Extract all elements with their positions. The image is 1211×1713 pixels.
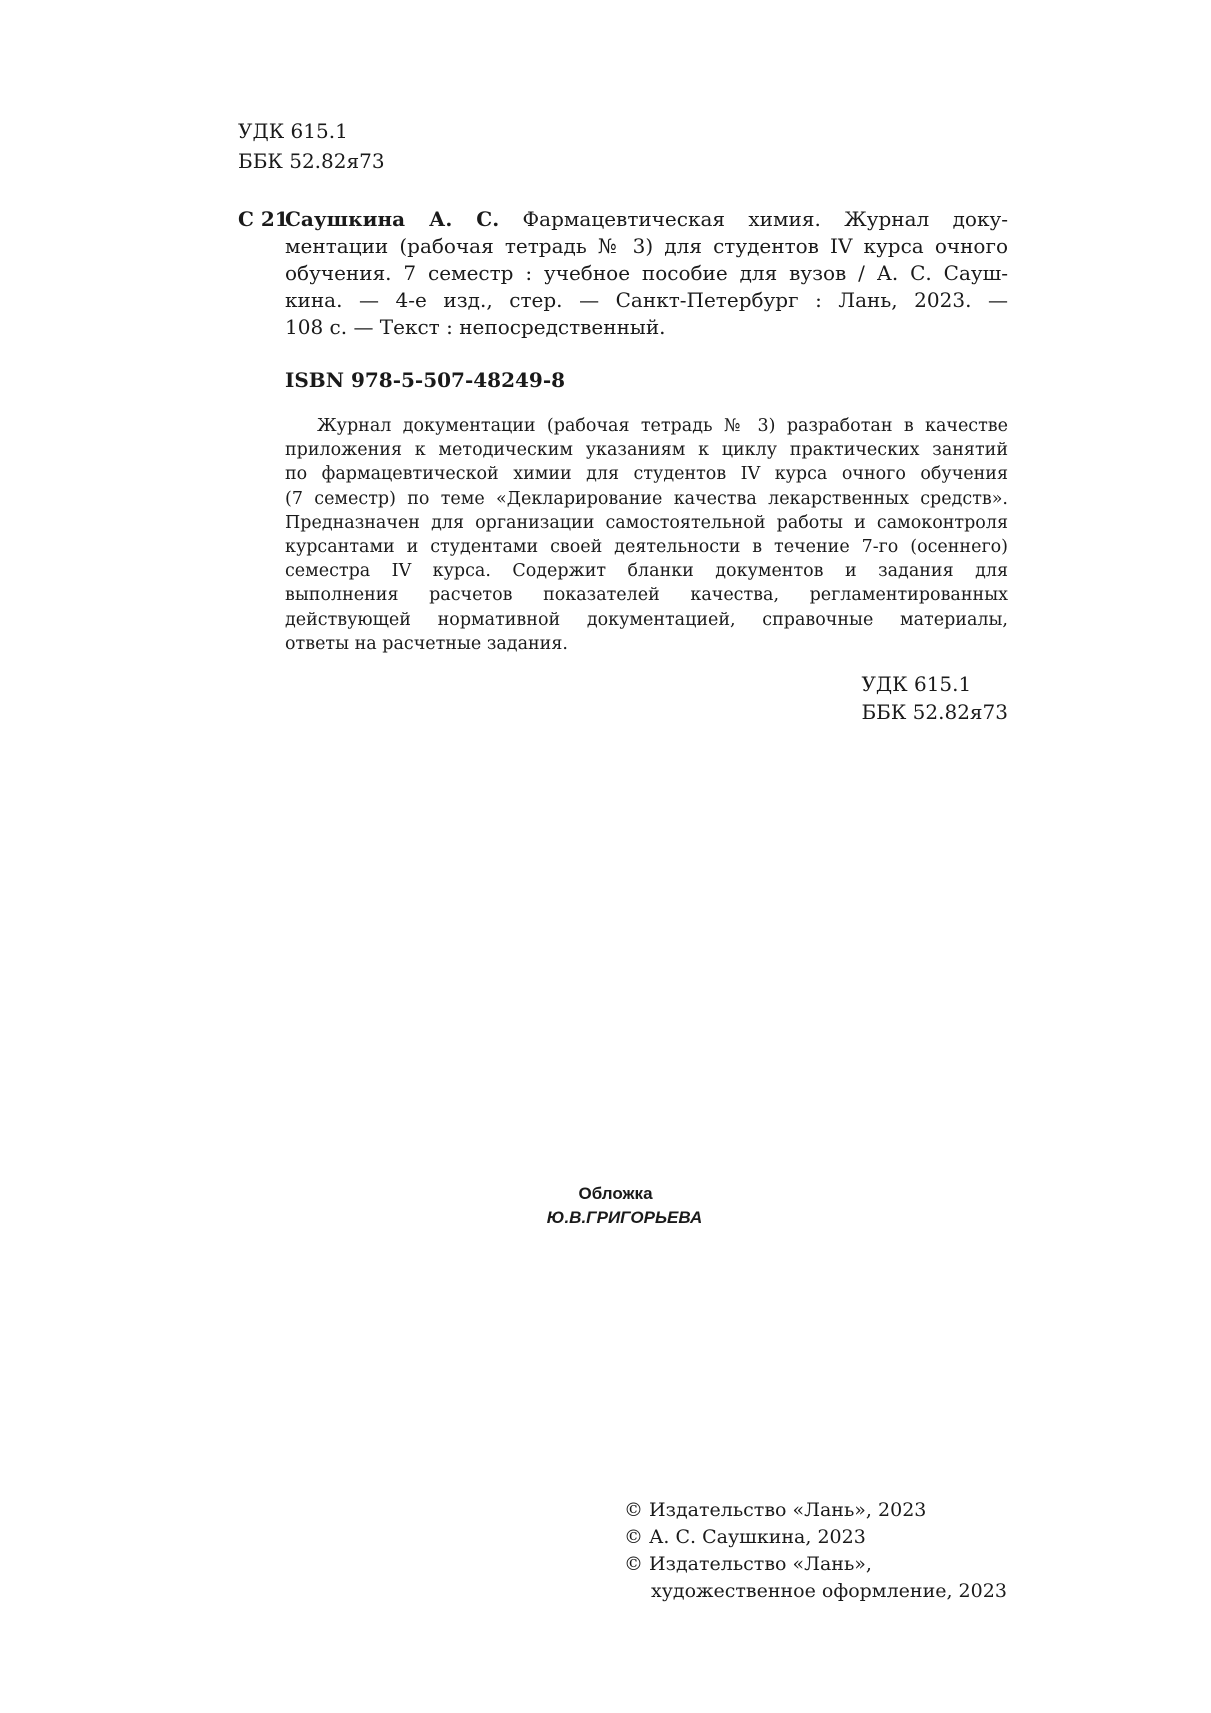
copyright-line: © Издательство «Лань», xyxy=(624,1553,872,1575)
udk-code: УДК 615.1 xyxy=(861,672,972,696)
bib-line-text: Фармацевтическая химия. Журнал доку- xyxy=(522,207,1009,231)
annotation-line: (7 семестр) по теме «Декларирование качества лекарственных средств». xyxy=(285,488,1008,509)
classification-footer xyxy=(861,670,1008,726)
isbn: ISBN 978-5-507-48249-8 xyxy=(285,368,566,392)
classification-header xyxy=(238,116,385,176)
annotation-line: курсантами и студентами своей деятельности в течение 7-го (осеннего) xyxy=(285,537,1008,558)
cover-designer: Ю.В.ГРИГОРЬЕВА xyxy=(546,1208,703,1227)
annotation-line: по фармацевтической химии для студентов IV курса очного обучения xyxy=(285,464,1008,485)
annotation-line: выполнения расчетов показателей качества, регламентированных xyxy=(285,585,1008,606)
bib-line xyxy=(285,206,1008,233)
annotation-line: действующей нормативной документацией, справочные материалы, xyxy=(285,609,1008,630)
annotation-line: приложения к методическим указаниям к циклу практических занятий xyxy=(285,440,1008,461)
author-name: Саушкина А. С. xyxy=(285,207,500,231)
bib-line: 108 с. — Текст : непосредственный. xyxy=(285,315,666,339)
annotation xyxy=(285,414,1008,656)
bib-line: ментации (рабочая тетрадь № 3) для студентов IV курса очного xyxy=(285,234,1008,258)
bibliographic-description xyxy=(285,206,1008,341)
annotation-line: ответы на расчетные задания. xyxy=(285,633,568,654)
cover-label: Обложка xyxy=(578,1184,653,1203)
copyright-line: © А. С. Саушкина, 2023 xyxy=(624,1526,866,1548)
bbk-code: ББК 52.82я73 xyxy=(238,149,385,173)
bib-line: обучения. 7 семестр : учебное пособие для вузов / А. С. Сауш- xyxy=(285,261,1008,285)
bbk-code: ББК 52.82я73 xyxy=(861,700,1008,724)
author-sign: С 21 xyxy=(238,207,289,231)
cover-credit xyxy=(0,1182,1211,1230)
annotation-line: семестра IV курса. Содержит бланки документов и задания для xyxy=(285,561,1008,582)
annotation-line: Предназначен для организации самостоятельной работы и самоконтроля xyxy=(285,512,1008,533)
copyright-line: © Издательство «Лань», 2023 xyxy=(624,1499,927,1521)
bib-line: кина. — 4-е изд., стер. — Санкт-Петербург : Лань, 2023. — xyxy=(285,288,1008,312)
annotation-line: Журнал документации (рабочая тетрадь № 3) разработан в качестве xyxy=(317,416,1008,436)
udk-code: УДК 615.1 xyxy=(238,119,348,143)
copyright-line: художественное оформление, 2023 xyxy=(651,1580,1007,1602)
copyright-block xyxy=(624,1497,1007,1605)
